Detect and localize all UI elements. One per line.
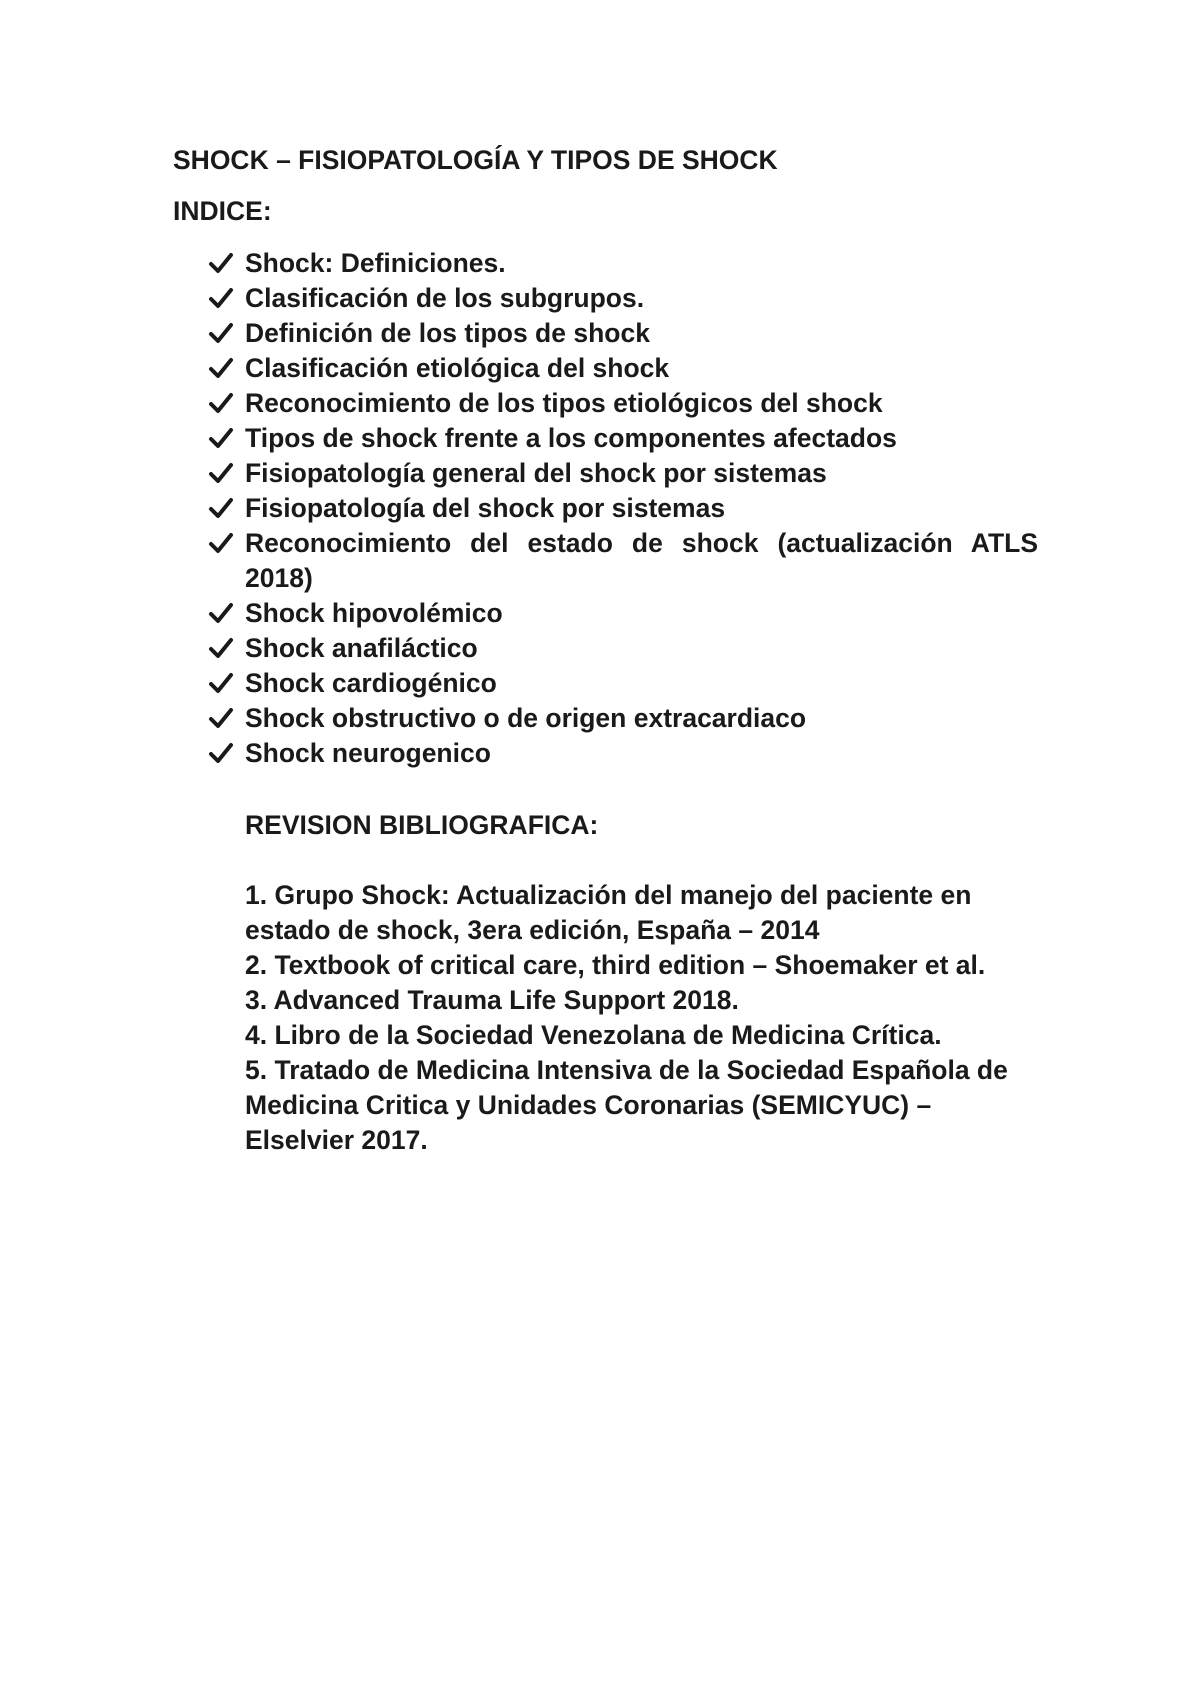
index-item-label: Shock obstructivo o de origen extracardiaco [245, 703, 807, 733]
index-item [208, 666, 1038, 701]
index-list [208, 246, 1038, 771]
index-item-label: Definición de los tipos de shock [245, 318, 650, 348]
bibliography-section [245, 808, 1023, 1158]
reference-item: 3. Advanced Trauma Life Support 2018. [245, 985, 739, 1015]
index-item-label: Shock hipovolémico [245, 598, 503, 628]
check-icon [208, 596, 234, 631]
check-icon [208, 421, 234, 456]
index-item-label: Reconocimiento del estado de shock (actualización ATLS 2018) [245, 528, 1038, 593]
index-item-label: Tipos de shock frente a los componentes afectados [245, 423, 897, 453]
index-item [208, 526, 1038, 596]
index-item [208, 386, 1038, 421]
index-item [208, 631, 1038, 666]
bibliography-heading: REVISION BIBLIOGRAFICA: [245, 810, 599, 840]
reference-item: 4. Libro de la Sociedad Venezolana de Medicina Crítica. [245, 1020, 942, 1050]
index-item-label: Shock anafiláctico [245, 633, 478, 663]
index-item [208, 701, 1038, 736]
index-item-label: Shock cardiogénico [245, 668, 497, 698]
check-icon [208, 456, 234, 491]
index-item-label: Fisiopatología general del shock por sistemas [245, 458, 827, 488]
check-icon [208, 351, 234, 386]
index-item [208, 246, 1038, 281]
check-icon [208, 736, 234, 771]
check-icon [208, 491, 234, 526]
reference-item: 2. Textbook of critical care, third edition – Shoemaker et al. [245, 950, 986, 980]
reference-item: 1. Grupo Shock: Actualización del manejo del paciente en estado de shock, 3era edición, España – 2014 [245, 880, 972, 945]
index-item-label: Fisiopatología del shock por sistemas [245, 493, 726, 523]
index-item-label: Clasificación etiológica del shock [245, 353, 670, 383]
check-icon [208, 316, 234, 351]
index-item [208, 596, 1038, 631]
check-icon [208, 631, 234, 666]
index-item [208, 316, 1038, 351]
reference-list [245, 878, 1023, 1158]
index-item [208, 351, 1038, 386]
index-item-label: Shock neurogenico [245, 738, 491, 768]
check-icon [208, 386, 234, 421]
document-title: SHOCK – FISIOPATOLOGÍA Y TIPOS DE SHOCK [173, 145, 778, 175]
check-icon [208, 701, 234, 736]
check-icon [208, 666, 234, 701]
index-heading: INDICE: [173, 196, 272, 226]
check-icon [208, 246, 234, 281]
index-item [208, 736, 1038, 771]
index-item-label: Reconocimiento de los tipos etiológicos del shock [245, 388, 883, 418]
reference-item: 5. Tratado de Medicina Intensiva de la Sociedad Española de Medicina Critica y Unidades Coronarias (SEMICYUC) – Elselvier 2017. [245, 1055, 1008, 1155]
check-icon [208, 526, 234, 561]
index-item [208, 281, 1038, 316]
index-item-label: Shock: Definiciones. [245, 248, 506, 278]
index-item [208, 456, 1038, 491]
check-icon [208, 281, 234, 316]
index-item [208, 491, 1038, 526]
index-item [208, 421, 1038, 456]
index-item-label: Clasificación de los subgrupos. [245, 283, 645, 313]
